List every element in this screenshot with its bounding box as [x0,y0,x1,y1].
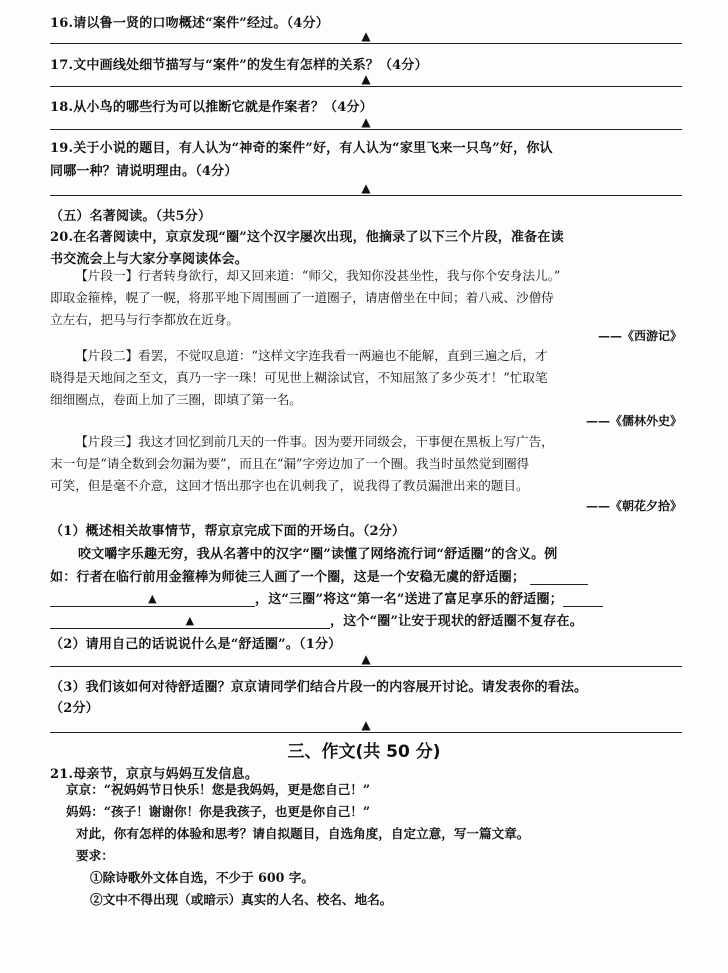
question-19-line1: 19.关于小说的题目，有人认为“神奇的案件”好，有人认为“家里飞来一只鸟”好，你认 [50,141,553,156]
triangle-marker-icon: ▲ [185,614,195,627]
question-19-line2: 同哪一种？请说明理由。（4分） [50,164,238,179]
fragment-3-line2: 末一句是“请全数到会勿漏为要”，而且在“漏”字旁边加了一个圈。我当时虽然觉到圈得 [50,456,530,471]
answer-line-sub2[interactable] [50,653,682,667]
answer-underline [50,129,682,130]
fill-blank-1c[interactable] [563,592,603,607]
requirement-1: ①除诗歌外文体自选，不少于 600 字。 [90,870,314,885]
sub-question-3-line1: （3）我们该如何对待舒适圈？京京请同学们结合片段一的内容展开讨论。请发表你的看法。 [50,680,588,695]
sub-question-1-para2-text: 如：行者在临行前用金箍棒为师徒三人画了一个圈，这是一个安稳无虞的舒适圈； [50,570,526,585]
fragment-3-line1: 【片段三】我这才回忆到前几天的一件事。因为要开同级会，干事便在黑板上写广告， [75,434,554,449]
triangle-marker-icon: ▲ [361,72,371,86]
composition-prompt: 对此，你有怎样的体验和思考？请自拟题目，自选角度，自定立意，写一篇文章。 [76,826,530,841]
fill-blank-1b[interactable] [50,592,255,607]
question-20-line2: 书交流会上与大家分享阅读体会。 [50,252,249,267]
question-16: 16.请以鲁一贤的口吻概述“案件”经过。（4分） [50,16,329,31]
section-5-title: （五）名著阅读。（共5分） [50,209,212,224]
triangle-marker-icon: ▲ [361,181,371,195]
question-21: 21.母亲节，京京与妈妈互发信息。 [50,767,259,782]
answer-line-17[interactable] [50,73,682,87]
fragment-2-line3: 细细圈点，卷面上加了三圈，即填了第一名。 [50,392,302,407]
answer-underline [50,732,682,733]
sub-question-1: （1）概述相关故事情节，帮京京完成下面的开场白。（2分） [50,524,406,539]
answer-underline [50,195,682,196]
answer-line-16[interactable] [50,30,682,44]
fragment-1-line2: 即取金箍棒，幌了一幌，将那平地下周围画了一道圈子，请唐僧坐在中间；着八戒、沙僧侍 [50,290,554,305]
sub-question-1-para3-text: ，这“三圈”将这“第一名”送进了富足享乐的舒适圈； [255,592,563,607]
sub-question-2: （2）请用自己的话说说什么是“舒适圈”。（1分） [50,637,342,652]
fragment-1-line1: 【片段一】行者转身欲行，却又回来道：“师父，我知你没甚坐性，我与你个安身法儿。” [75,268,561,283]
sub-question-3-line2: （2分） [50,701,99,716]
sub-question-1-para1: 咬文嚼字乐趣无穷，我从名著中的汉字“圈”读懂了网络流行词“舒适圈”的含义。例 [78,547,558,562]
triangle-marker-icon: ▲ [361,718,371,732]
sub-question-1-para3 [50,588,603,607]
fragment-3 [50,431,682,497]
fill-blank-1a[interactable] [530,570,588,585]
answer-underline [50,666,682,667]
mother-message: 妈妈：“孩子！谢谢你！你是我孩子，也更是你自己！” [66,804,371,819]
fragment-1-source: ——《西游记》 [597,329,682,343]
fragment-1 [50,265,682,331]
triangle-marker-icon: ▲ [361,652,371,666]
triangle-marker-icon: ▲ [361,115,371,129]
fill-blank-1d[interactable] [50,614,330,629]
composition-body [66,779,666,911]
answer-underline [50,86,682,87]
question-20-line1: 20.在名著阅读中，京京发现“圈”这个汉字屡次出现，他摘录了以下三个片段，准备在读 [50,230,564,245]
answer-line-sub3[interactable] [50,719,682,733]
sub-question-1-para2 [50,566,588,585]
answer-underline [50,43,682,44]
triangle-marker-icon: ▲ [361,29,371,43]
sub-question-1-para4-text: ，这个“圈”让安于现状的舒适圈不复存在。 [330,614,583,629]
fragment-2-line2: 晓得是天地间之至文，真乃一字一珠！可见世上糊涂试官，不知屈煞了多少英才！”忙取笔 [50,370,548,385]
question-18: 18.从小鸟的哪些行为可以推断它就是作案者？（4分） [50,100,373,115]
fragment-3-source: ——《朝花夕拾》 [585,499,682,513]
fragment-1-line3: 立左右，把马与行李都放在近身。 [50,312,239,327]
answer-line-18[interactable] [50,116,682,130]
answer-line-19[interactable] [50,182,682,196]
fragment-3-line3: 可笑，但是毫不介意，这回才悟出那字也在讥刺我了，说我得了教员漏泄出来的题目。 [50,478,529,493]
triangle-marker-icon: ▲ [148,592,157,605]
requirement-2: ②文中不得出现（或暗示）真实的人名、校名、地名。 [90,892,393,907]
fragment-2 [50,345,682,411]
fragment-2-line1: 【片段二】看罢，不觉叹息道：“这样文字连我看一两遍也不能解，直到三遍之后，才 [75,348,548,363]
sub-question-1-para4 [50,610,583,629]
composition-heading: 三、作文(共 50 分) [287,742,441,762]
question-17: 17.文中画线处细节描写与“案件”的发生有怎样的关系？（4分） [50,58,428,73]
fragment-2-source: ——《儒林外史》 [585,414,682,428]
requirements-label: 要求： [76,848,114,863]
jingjing-message: 京京：“祝妈妈节日快乐！您是我妈妈，更是您自己！” [66,782,371,797]
